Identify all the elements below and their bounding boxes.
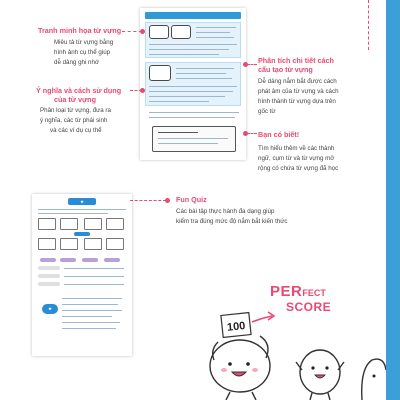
connector-line: [368, 0, 369, 50]
didyouknow-desc: [258, 144, 338, 174]
analysis-desc: [258, 77, 339, 117]
connector-dot: [140, 88, 145, 93]
perfect-lead-text: PER: [270, 283, 303, 300]
character-left-icon: [210, 336, 270, 400]
vocabulary-sketch: [171, 25, 191, 39]
didyouknow-desc-line: Tìm hiểu thêm về các thành: [258, 145, 335, 152]
analysis-desc-line: Dễ dàng nắm bắt được cách: [258, 78, 337, 85]
illustration-title: Tranh minh họa từ vựng: [38, 26, 122, 35]
analysis-desc-line: phát âm của từ vựng và cách: [258, 88, 339, 95]
score-text: SCORE: [286, 300, 332, 314]
meaning-desc: [40, 106, 111, 136]
vocabulary-page-thumbnail: [140, 8, 246, 160]
funquiz-desc: [176, 207, 287, 227]
meaning-title: [36, 86, 121, 104]
illustration-desc: [54, 38, 113, 68]
funquiz-title: Fun Quiz: [176, 195, 207, 204]
analysis-desc-line: gốc từ: [258, 108, 276, 115]
meaning-desc-line: và các ví dụ cụ thể: [50, 127, 102, 134]
score-paper-text: 100: [226, 320, 246, 334]
analysis-title-line: cấu tạo từ vựng: [258, 65, 313, 74]
page-header-bar: [145, 12, 241, 19]
fun-quiz-badge: ★: [68, 198, 96, 205]
character-edge-icon: [362, 359, 386, 400]
didyouknow-desc-line: ngữ, cụm từ và từ vựng mở: [258, 155, 335, 162]
character-right-icon: [296, 350, 344, 400]
vocabulary-sketch: [149, 65, 171, 81]
perfect-score-illustration: [200, 280, 386, 400]
quiz-picture: [106, 218, 124, 230]
meaning-title-line: Ý nghĩa và cách sử dụng: [36, 86, 122, 95]
connector-dot: [165, 198, 170, 203]
didyouknow-title: Bạn có biết!: [258, 130, 300, 139]
connector-line: [247, 64, 257, 65]
quiz-tag: [82, 258, 98, 262]
illustration-desc-line: dễ dàng ghi nhớ: [54, 59, 100, 66]
quiz-picture: [84, 238, 102, 250]
quiz-picture: [38, 218, 56, 230]
meaning-title-line: của từ vựng: [54, 95, 96, 104]
quiz-tag: [40, 258, 56, 262]
quiz-picture: [60, 218, 78, 230]
didyouknow-desc-line: rộng có chứa từ vựng đã học: [258, 165, 339, 172]
connector-line: [247, 133, 257, 134]
analysis-desc-line: hình thành từ vựng dựa trên: [258, 98, 336, 105]
connector-line: [130, 200, 166, 201]
funquiz-desc-line: kiểm tra đúng mức độ nắm bắt kiến thức: [176, 218, 288, 225]
quiz-picture: [106, 238, 124, 250]
funquiz-desc-line: Các bài tập thực hành đa dạng giúp: [176, 208, 275, 215]
meaning-desc-line: Phân loại từ vựng, đưa ra: [40, 107, 111, 114]
quiz-picture: [60, 238, 78, 250]
did-you-know-box: [152, 126, 236, 152]
connector-line: [122, 31, 142, 32]
illustration-desc-line: Miêu tả từ vựng bằng: [54, 39, 114, 46]
fun-quiz-page-thumbnail: [32, 194, 132, 356]
vocabulary-sketch: [149, 25, 169, 39]
quiz-tag: [74, 232, 90, 236]
connector-dot: [140, 29, 145, 34]
analysis-title-line: Phân tích chi tiết cách: [258, 56, 334, 65]
score-paper: [221, 313, 251, 338]
quiz-tag: [60, 258, 76, 262]
analysis-title: [258, 56, 334, 74]
right-edge-bar: [386, 0, 400, 400]
illustration-desc-line: hình ảnh cụ thể giúp: [54, 49, 111, 56]
meaning-desc-line: ý nghĩa, các từ phái sinh: [40, 117, 108, 124]
quiz-picture: [38, 238, 56, 250]
quiz-tag: [104, 258, 120, 262]
perfect-rest-text: FECT: [302, 288, 326, 298]
quiz-section-badge: ★: [42, 304, 58, 314]
quiz-picture: [84, 218, 102, 230]
